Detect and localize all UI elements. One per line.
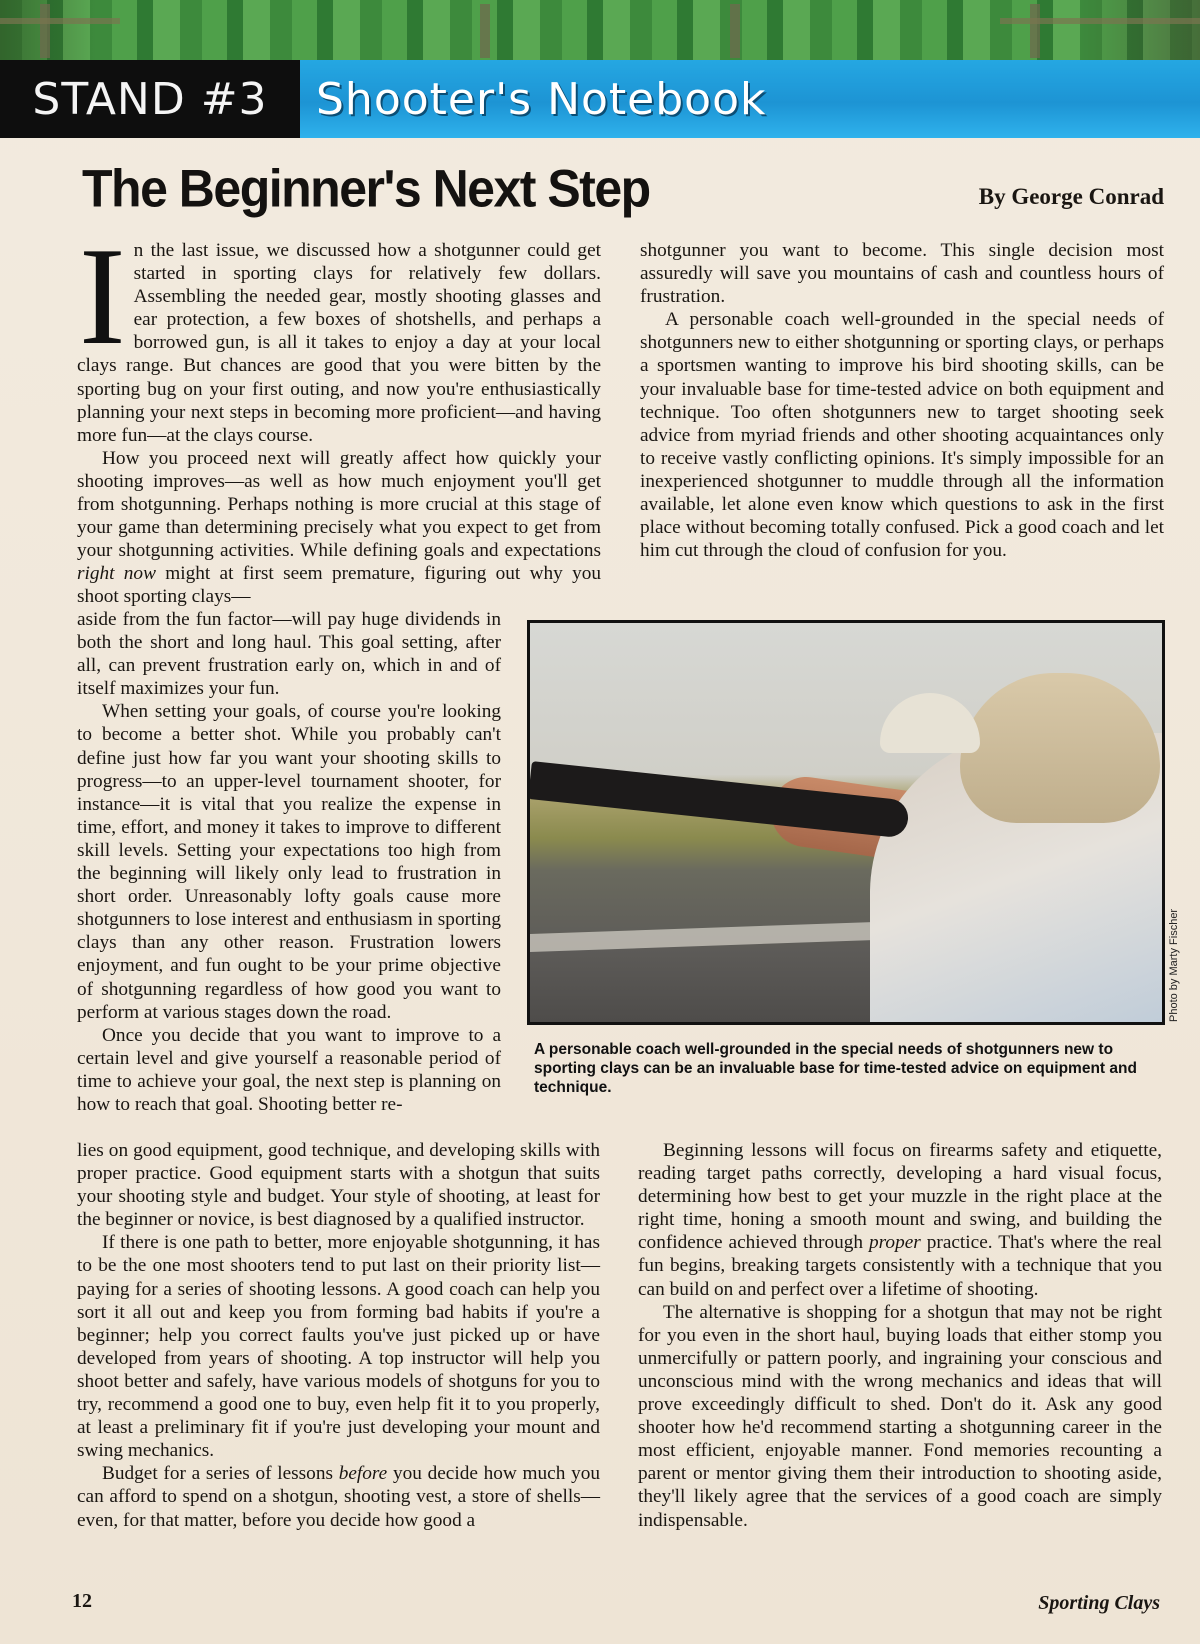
article-byline: By George Conrad — [978, 184, 1164, 209]
article-photo — [527, 620, 1165, 1025]
column-2-top — [640, 239, 1164, 562]
paragraph-text: n the last issue, we discussed how a shotgunner could get started in sporting clays for relatively few dollars. Assembling the needed gear, mostly shooting glasses and ear protection, a few boxes of shotshells, and perhaps a borrowed gun, is all it takes to enjoy a day at your local clays range. But chances are good that you were bitten by the sporting bug on your first outing, and now you're enthusiastically planning your next steps in becoming more proficient—and having more fun—at the clays course. — [77, 240, 601, 446]
photo-caption: A personable coach well-grounded in the special needs of shotgunners new to sporting clays can be an invaluable base for time-tested advice on equipment and technique. — [534, 1041, 1137, 1096]
banner-post — [730, 4, 740, 58]
section-title: Shooter's Notebook — [316, 73, 767, 125]
column-1-top — [77, 219, 601, 609]
section-tag-bar — [0, 60, 300, 138]
banner-post — [1030, 4, 1040, 58]
paragraph — [77, 447, 601, 609]
drop-cap: I — [79, 219, 126, 374]
page-number: 12 — [72, 1590, 92, 1612]
photo-shotgun — [528, 761, 910, 839]
paragraph-text: Beginning lessons will focus on firearms safety and etiquette, reading target paths correctly, developing a hard visual focus, determining how best to get your muzzle in the right place at the right time, honing a smooth mount and swing, and building the confidence achieved through — [638, 1140, 1162, 1254]
article-headline: The Beginner's Next Step — [82, 159, 650, 218]
paragraph — [77, 219, 601, 447]
paragraph-text: practice. That's where the real fun begins, breaking targets consistently with a technique that you can build on and perfect over a lifetime of shooting. — [638, 1232, 1162, 1300]
magazine-name: Sporting Clays — [1038, 1592, 1160, 1614]
banner-fence — [1000, 18, 1200, 24]
photo-credit: Photo by Marty Fischer — [1168, 908, 1180, 1022]
paragraph: A personable coach well-grounded in the special needs of shotgunners new to either shotgunning or sporting clays, or perhaps a sportsmen wanting to improve his bird shooting skills, can be your invaluable base for time-tested advice on both equipment and technique. Too often shotgunners new to target shooting seek advice from myriad friends and other shooting acquaintances only to receive vastly conflicting opinions. It's simply impossible for an inexperienced shotgunner to muddle through all the information available, let alone even know which questions to ask in the first place without becoming totally confused. Pick a good coach and let him cut through the cloud of confusion for you. — [640, 309, 1164, 562]
section-tag: STAND #3 — [32, 73, 268, 125]
photo-shooter-hair — [960, 673, 1160, 823]
paragraph: When setting your goals, of course you're looking to become a better shot. While you probably can't define just how far you want your shooting skills to progress—to an upper-level tournament shooter, for instance—it is vital that you realize the expense in time, effort, and money it takes to improve to different skill levels. Setting your expectations too high from the beginning will likely only lead to frustration in short order. Unreasonably lofty goals cause more shotgunners to lose interest and enthusiasm in sporting clays than any other reason. Frustration lowers enjoyment, and fun ought to be your prime objective of shotgunning regardless of how good you want to perform at various stages down the road. — [77, 701, 501, 1023]
column-1-bottom — [77, 1139, 600, 1532]
emphasis-text: before — [338, 1463, 388, 1485]
banner-post — [40, 4, 50, 58]
emphasis-text: proper — [869, 1232, 921, 1254]
photo-coach-cap — [880, 693, 980, 753]
paragraph: shotgunner you want to become. This single decision most assuredly will save you mountains of cash and countless hours of frustration. — [640, 240, 1164, 308]
paragraph: lies on good equipment, good technique, and developing skills with proper practice. Good equipment starts with a shotgun that suits your shooting style and budget. Your style of shooting, at least for the beginner or novice, is best diagnosed by a qualified instructor. — [77, 1140, 600, 1231]
paragraph-text: you decide how much you can afford to spend on a shotgun, shooting vest, a store of shells—even, for that matter, before you decide how good a — [77, 1463, 600, 1531]
banner-fence — [0, 18, 120, 24]
paragraph-text: How you proceed next will greatly affect how quickly your shooting improves—as well as how much enjoyment you'll get from shotgunning. Perhaps nothing is more crucial at this stage of your game than determining precisely what you expect to get from your shotgunning activities. While defining goals and expectations — [77, 447, 601, 562]
emphasis-text: right now — [77, 563, 156, 585]
paragraph — [77, 1462, 600, 1531]
paragraph: If there is one path to better, more enjoyable shotgunning, it has to be the one most shooters tend to put last on their priority list—paying for a series of shooting lessons. A good coach can help you sort it all out and keep you from forming bad habits if you're a beginner; help you correct faults you've just picked up or have developed from years of shooting. A top instructor will help you shoot better and safely, have various models of shotguns for you to try, recommend a good one to buy, even help fit it to you properly, at least a preliminary fit if you're just developing your mount and swing mechanics. — [77, 1232, 600, 1462]
paragraph-text: might at first seem premature, figuring out why you shoot sporting clays— — [77, 563, 601, 608]
paragraph: aside from the fun factor—will pay huge dividends in both the short and long haul. This goal setting, after all, can prevent frustration early on, which in and of itself maximizes your fun. — [77, 609, 501, 700]
paragraph — [638, 1139, 1162, 1301]
column-2-bottom — [638, 1139, 1162, 1532]
paragraph: The alternative is shopping for a shotgun that may not be right for you even in the short haul, buying loads that either stomp you unmercifully or pattern poorly, and ingraining your conscious and unconscious mind with the wrong mechanics and ideas that will prove exceedingly difficult to shed. Don't do it. Ask any good shooter how he'd recommend starting a shotgunning career in the most efficient, enjoyable manner. Fond memories recounting a parent or mentor giving them their introduction to shooting aside, they'll likely agree that the services of a good coach are simply indispensable. — [638, 1301, 1162, 1531]
banner-post — [480, 4, 490, 58]
column-1-narrow — [77, 608, 501, 1116]
paragraph: Once you decide that you want to improve to a certain level and give yourself a reasonable period of time to achieve your goal, the next step is planning on how to reach that goal. Shooting better re- — [77, 1024, 501, 1115]
header-banner-photo — [0, 0, 1200, 60]
paragraph-text: Budget for a series of lessons — [102, 1463, 339, 1485]
section-title-bar — [300, 60, 1200, 138]
